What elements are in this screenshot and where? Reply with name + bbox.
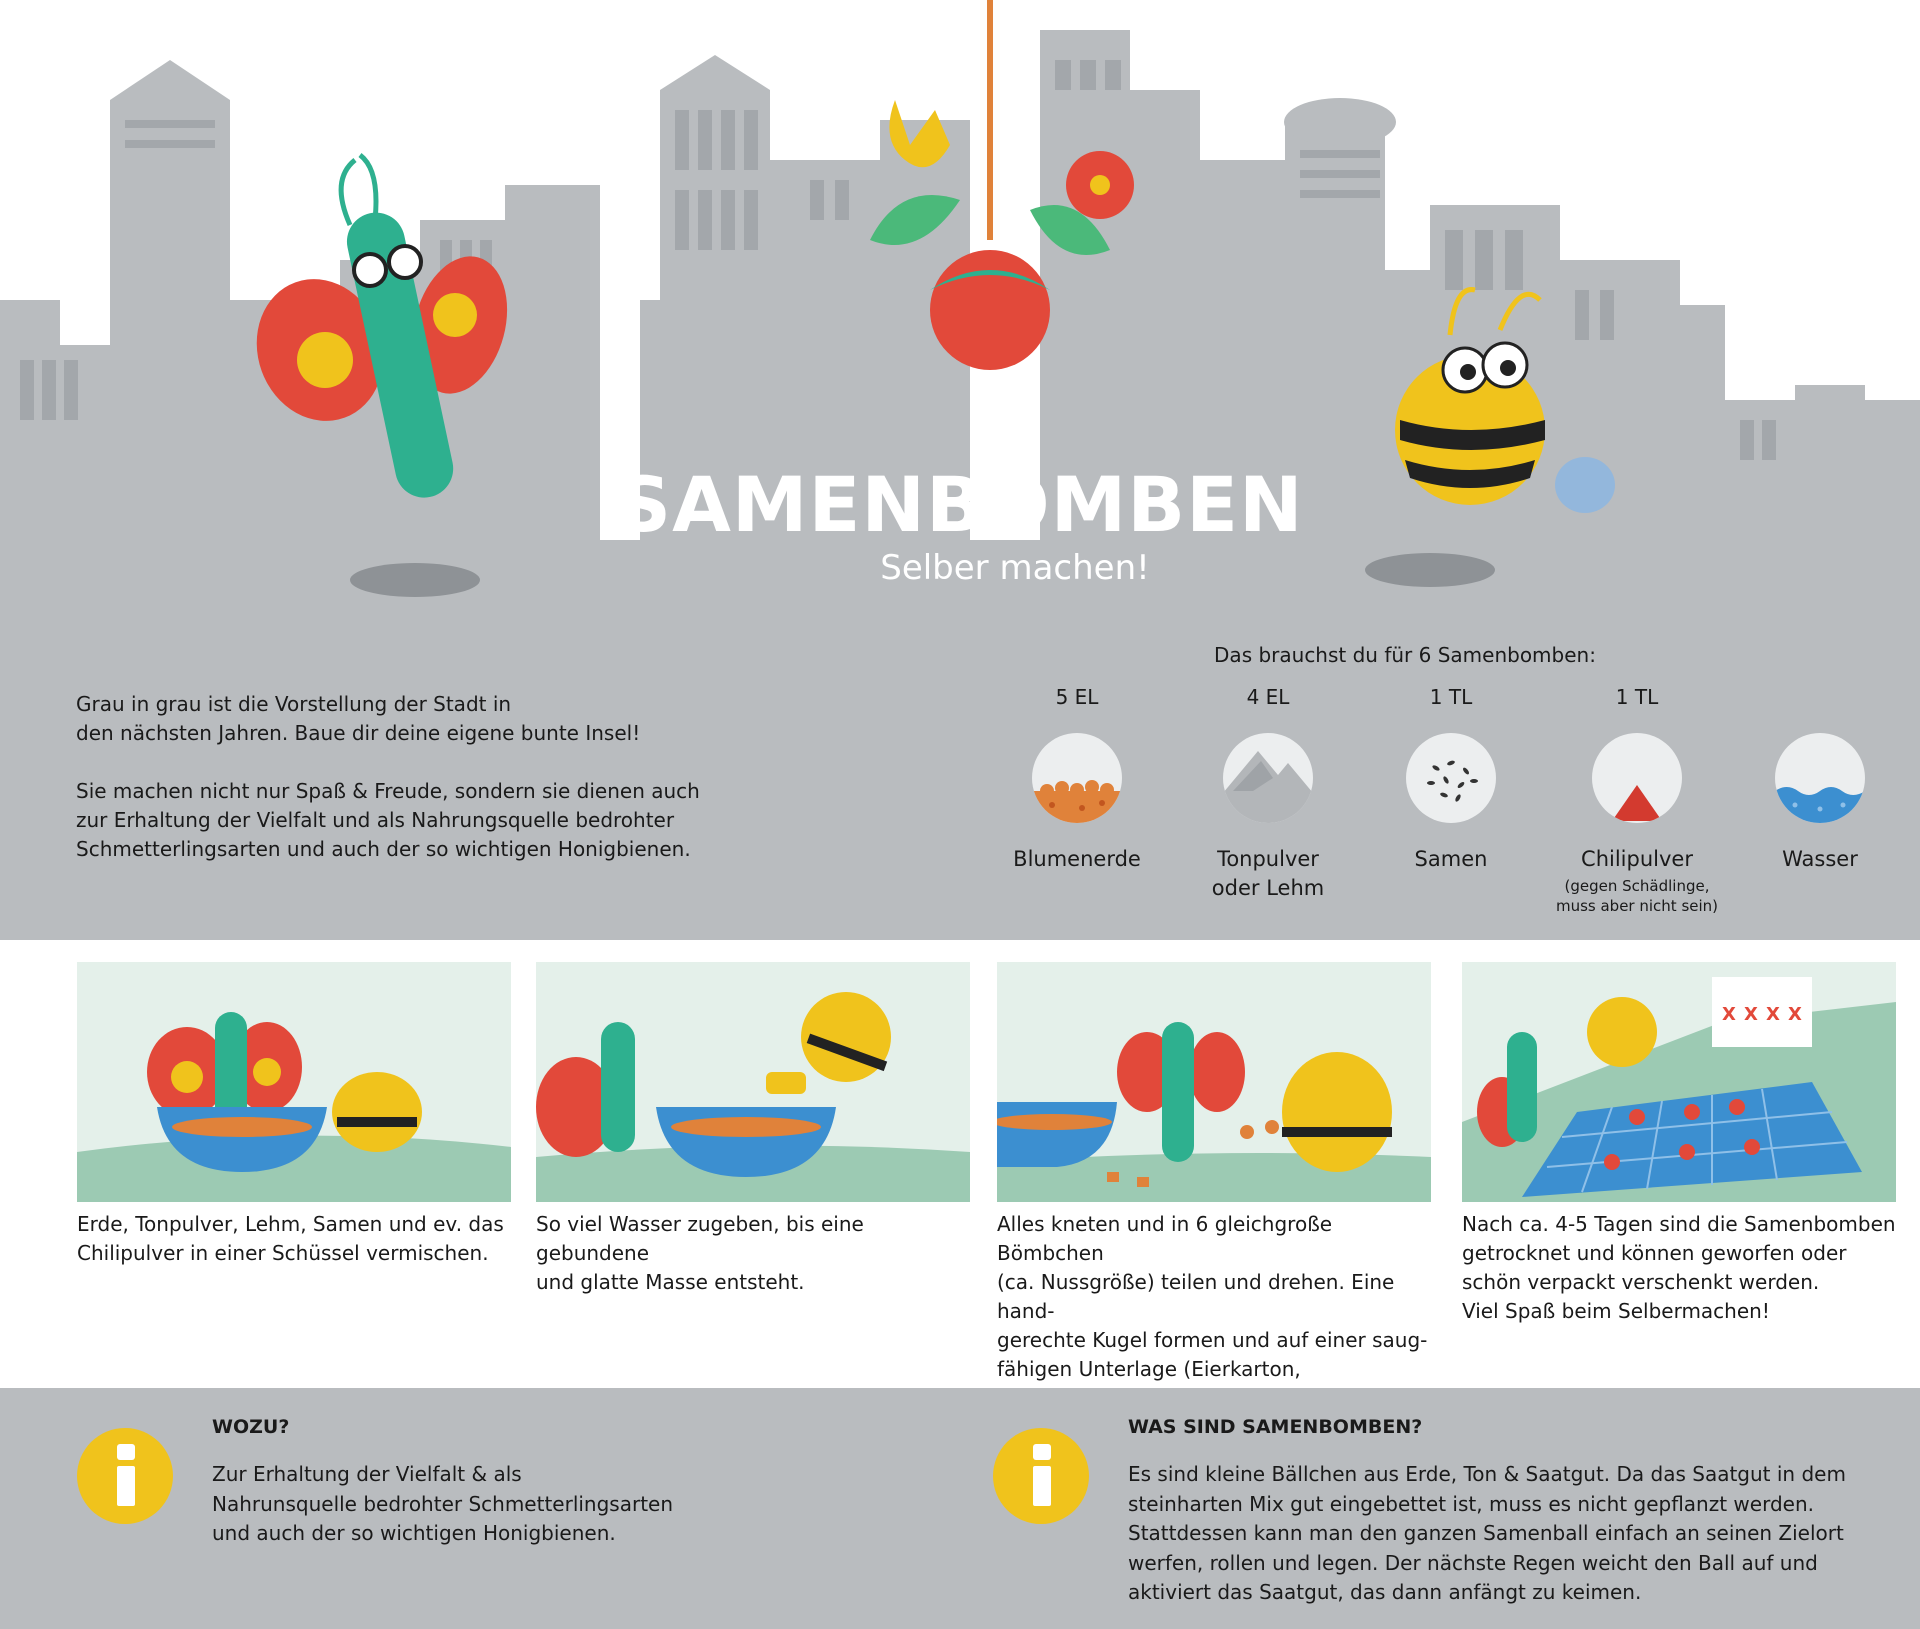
- water-icon: [1775, 733, 1865, 823]
- step-2: [536, 962, 970, 1297]
- step-1-text: Erde, Tonpulver, Lehm, Samen und ev. das Chilipulver in einer Schüssel vermischen.: [77, 1212, 504, 1265]
- intro-text: [76, 690, 716, 893]
- step-1-illustration: [77, 962, 511, 1202]
- chili-icon: [1592, 733, 1682, 823]
- step-2-text: So viel Wasser zugeben, bis eine gebundene und glatte Masse entsteht.: [536, 1212, 864, 1294]
- ingredient-clay: 4 EL Tonpulver oder Lehm: [1178, 685, 1358, 903]
- ingredient-chili: 1 TL Chilipulver (gegen Schädlinge, muss aber nicht sein): [1547, 685, 1727, 916]
- intro-paragraph-1: Grau in grau ist die Vorstellung der Stadt in den nächsten Jahren. Baue dir deine eigene bunte Insel!: [76, 692, 641, 745]
- step-3-text: Alles kneten und in 6 gleichgroße Bömbchen (ca. Nussgröße) teilen und drehen. Eine hand- gerechte Kugel formen und auf einer saug- fähigen Unterlage (Eierkarton,: [997, 1212, 1428, 1381]
- info-samenbomben-text: Es sind kleine Bällchen aus Erde, Ton & Saatgut. Da das Saatgut in dem steinharten Mix gut eingebettet ist, muss es nicht gepflanzt werden. Stattdessen kann man den ganzen Samenball einfach an seinen Zielort werfen, rollen und legen. Der nächste Regen weicht den Ball auf und aktiviert das Saatgut, das dann anfängt zu keimen.: [1128, 1462, 1846, 1604]
- calendar-mark-4: X: [1788, 1004, 1802, 1025]
- step-3: [997, 962, 1431, 1442]
- ingredient-clay-label: Tonpulver oder Lehm: [1211, 847, 1325, 900]
- info-icon: [77, 1428, 173, 1524]
- step-4: [1462, 962, 1896, 1326]
- calendar-mark-2: X: [1744, 1004, 1758, 1025]
- clay-icon: [1223, 733, 1313, 823]
- info-samenbomben-title: WAS SIND SAMENBOMBEN?: [1128, 1416, 1423, 1438]
- step-4-illustration: [1462, 962, 1896, 1202]
- info-section: [0, 1388, 1920, 1629]
- soil-icon: [1032, 733, 1122, 823]
- step-4-text: Nach ca. 4-5 Tagen sind die Samenbomben getrocknet und können geworfen oder schön verpackt verschenkt werden. Viel Spaß beim Selbermachen!: [1462, 1212, 1896, 1323]
- info-wozu-text: Zur Erhaltung der Vielfalt & als Nahrunsquelle bedrohter Schmetterlingsarten und auch der so wichtigen Honigbienen.: [212, 1462, 674, 1545]
- info-samenbomben: [993, 1416, 1873, 1608]
- ingredient-chili-note: (gegen Schädlinge, muss aber nicht sein): [1555, 877, 1719, 915]
- step-3-illustration: [997, 962, 1431, 1202]
- step-1: [77, 962, 511, 1268]
- ingredient-water: Wasser: [1730, 685, 1910, 874]
- ingredient-soil: 5 EL Blumenerde: [1013, 685, 1141, 871]
- calendar-mark-3: X: [1766, 1004, 1780, 1025]
- ingredients-heading: Das brauchst du für 6 Samenbomben:: [1214, 643, 1596, 667]
- seeds-icon: [1406, 733, 1496, 823]
- step-2-illustration: [536, 962, 970, 1202]
- ingredient-seeds: 1 TL Samen: [1361, 685, 1541, 874]
- info-wozu-title: WOZU?: [212, 1416, 290, 1438]
- calendar-mark-1: X: [1722, 1004, 1736, 1025]
- page-title: SAMENBOMBEN: [616, 460, 1304, 549]
- info-wozu: [77, 1416, 777, 1549]
- info-icon: [993, 1428, 1089, 1524]
- intro-paragraph-2: Sie machen nicht nur Spaß & Freude, sondern sie dienen auch zur Erhaltung der Vielfalt und als Nahrungsquelle bedrohter Schmetterlingsarten und auch der so wichtigen Honigbienen.: [76, 779, 700, 861]
- page-subtitle: Selber machen!: [880, 548, 1150, 588]
